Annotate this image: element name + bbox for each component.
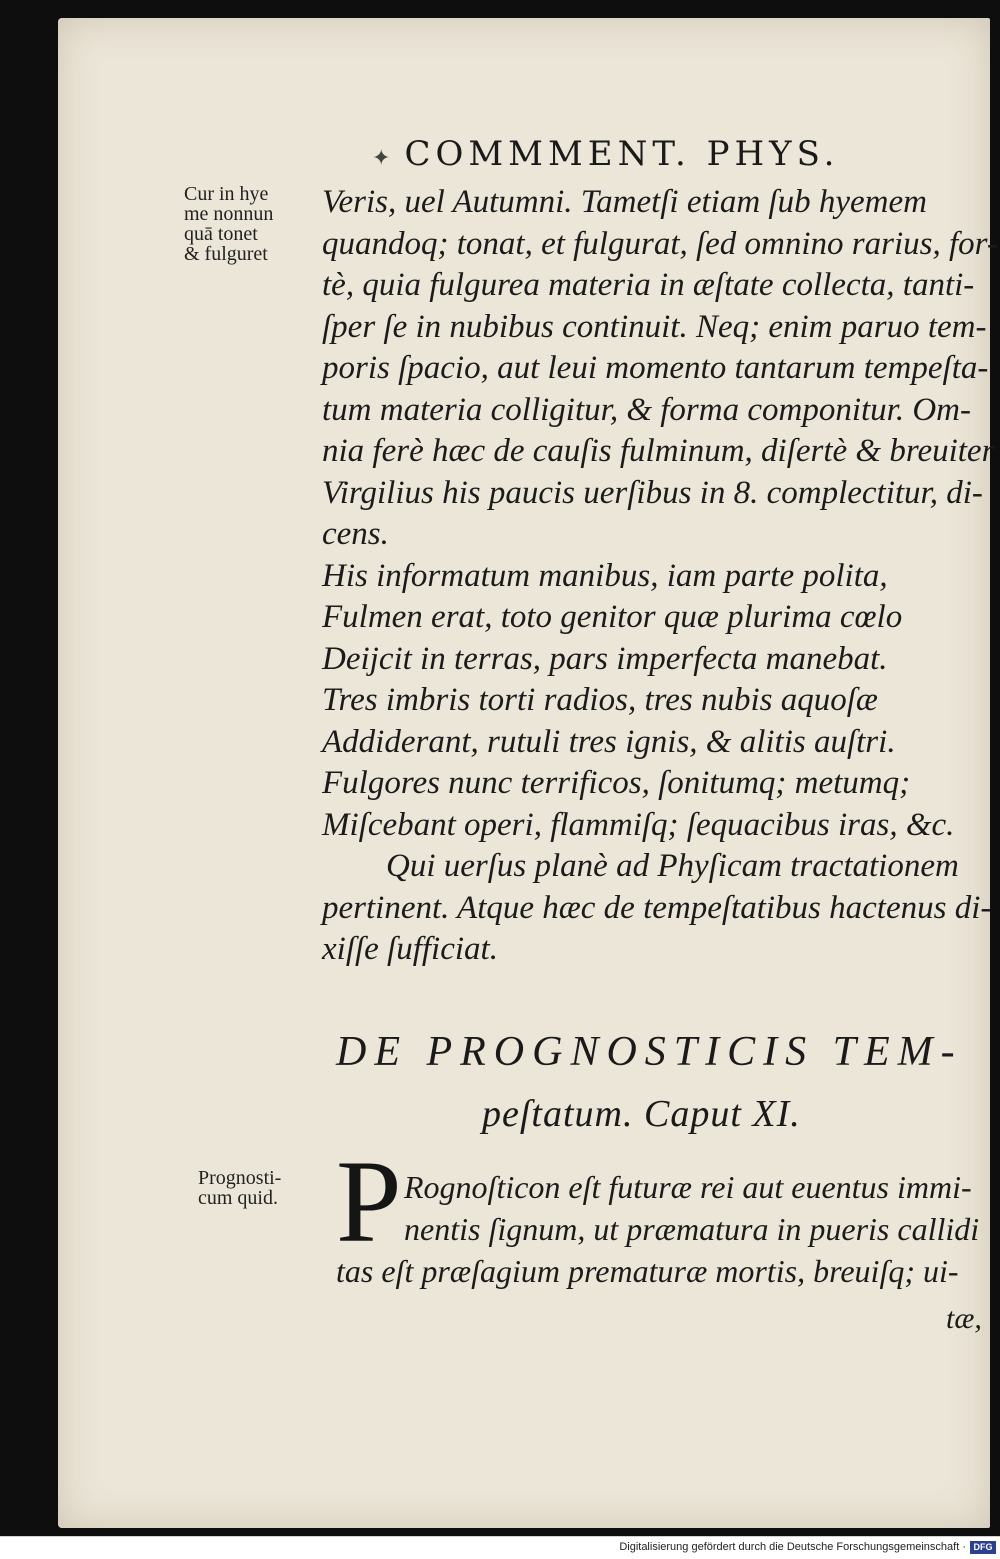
- text-line: pertinent. Atque hæc de tempeſtatibus hactenus di-: [322, 889, 992, 926]
- margin-note-line: & fulguret: [184, 243, 268, 265]
- text-line: Virgilius his paucis uerſibus in 8. complectitur, di-: [322, 474, 983, 511]
- running-header: [372, 134, 840, 174]
- verse-line: Tres imbris torti radios, tres nubis aquoſæ: [322, 682, 878, 718]
- text-line: Qui uerſus planè ad Phyſicam tractationem: [386, 848, 959, 884]
- drop-cap: P: [336, 1136, 402, 1267]
- margin-note-line: me nonnun: [184, 203, 274, 225]
- text-line: nentis ſignum, ut præmatura in pueris callidi: [404, 1211, 980, 1247]
- text-line: quandoq; tonat, et fulgurat, ſed omnino rarius, for-: [322, 225, 998, 262]
- margin-note-line: cum quid.: [198, 1187, 278, 1209]
- margin-note-prognosticon: [198, 1168, 330, 1208]
- verse-line: His informatum manibus, iam parte polita,: [322, 557, 888, 594]
- footer-credit: Digitalisierung gefördert durch die Deutsche Forschungsgemeinschaft ·: [619, 1541, 966, 1553]
- ornament-icon: ✦: [372, 146, 391, 171]
- dfg-logo[interactable]: DFG: [970, 1541, 996, 1554]
- text-line: tas eſt præſagium prematuræ mortis, breuiſq; ui-: [336, 1253, 959, 1289]
- margin-note-line: quā tonet: [184, 223, 258, 245]
- verse-line: Fulmen erat, toto genitor quæ plurima cœlo: [322, 599, 903, 635]
- header-title: COMMMENT. PHYS.: [404, 134, 840, 174]
- text-line: Veris, uel Autumni. Tametſi etiam ſub hyemem: [322, 184, 927, 220]
- text-line: cens.: [322, 516, 389, 552]
- chapter-text: [336, 1166, 990, 1292]
- text-line: xiſſe ſufficiat.: [322, 931, 498, 967]
- margin-note-line: Cur in hye: [184, 183, 269, 205]
- text-line: tum materia colligitur, & forma componitur. Om-: [322, 391, 971, 428]
- verse-line: Fulgores nunc terrificos, ſonitumq; metumq;: [322, 765, 911, 801]
- text-line: ſper ſe in nubibus continuit. Neq; enim paruo tem-: [322, 308, 987, 345]
- verse-line: Deijcit in terras, pars imperfecta manebat.: [322, 640, 888, 677]
- footer-bar: [0, 1536, 1000, 1559]
- margin-note-thunder-winter: [184, 184, 320, 264]
- text-line: poris ſpacio, aut leui momento tantarum tempeſta-: [322, 350, 989, 386]
- catchword: tæ,: [946, 1302, 982, 1335]
- text-line: Rognoſticon eſt futuræ rei aut euentus immi-: [404, 1169, 972, 1205]
- verse-line: Addiderant, rutuli tres ignis, & alitis auſtri.: [322, 723, 896, 760]
- main-text: [322, 182, 998, 971]
- text-line: nia ferè hæc de cauſis fulminum, diſertè & breuiter: [322, 433, 995, 469]
- verse-line: Miſcebant operi, flammiſq; ſequacibus iras, &c.: [322, 806, 955, 843]
- margin-note-line: Prognosti-: [198, 1167, 282, 1189]
- chapter-heading: DE PROGNOSTICIS TEM-: [336, 1029, 963, 1075]
- text-line: tè, quia fulgurea materia in æſtate collecta, tanti-: [322, 267, 975, 303]
- chapter-subheading: peſtatum. Caput XI.: [482, 1093, 801, 1135]
